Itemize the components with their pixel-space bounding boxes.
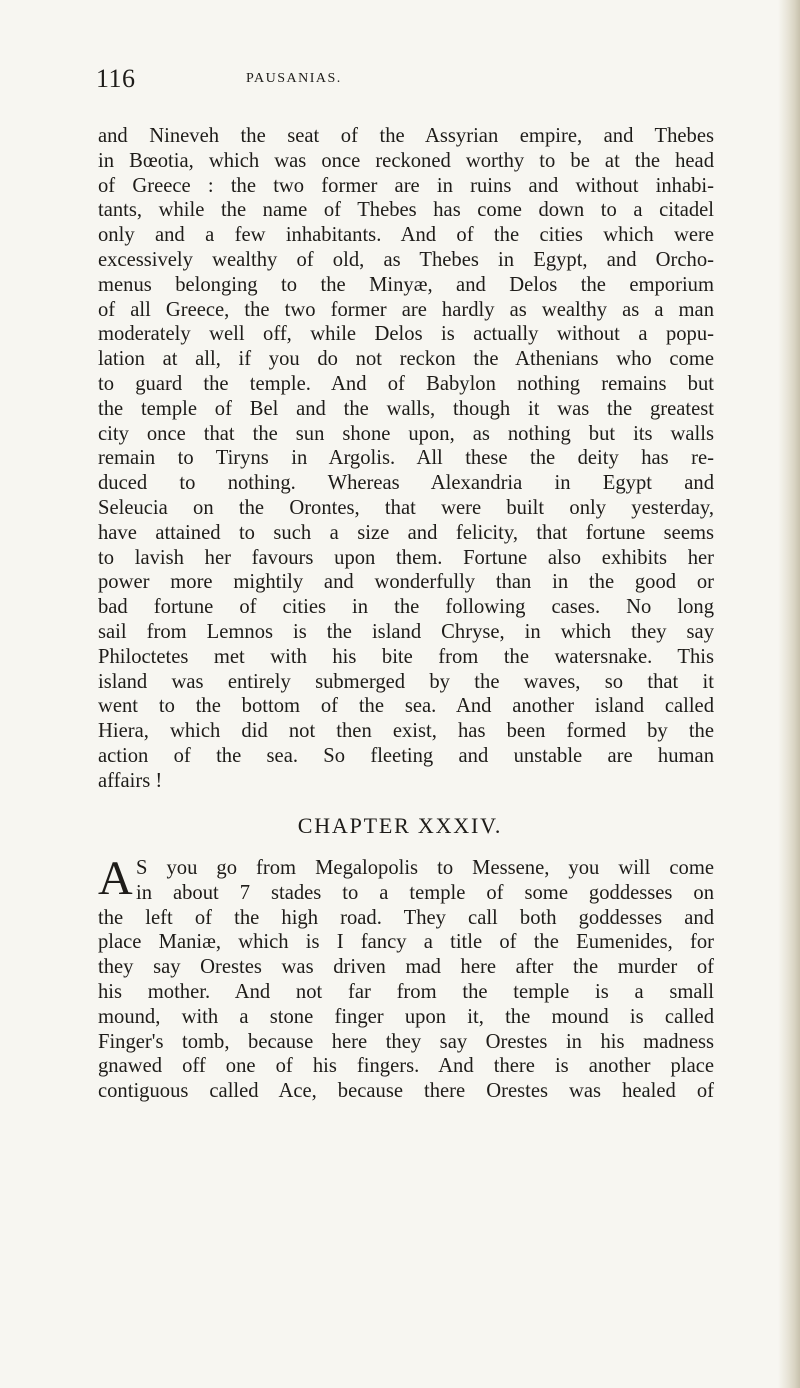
text-line: Philoctetes met with his bite from the watersnake. This	[98, 645, 714, 668]
text-line: contiguous called Ace, because there Orestes was healed of	[98, 1080, 714, 1103]
text-line: place Maniæ, which is I fancy a title of the Eumenides, for	[98, 931, 714, 954]
running-head: PAUSANIAS.	[246, 71, 342, 86]
text-line: sail from Lemnos is the island Chryse, in which they say	[98, 620, 714, 643]
text-line: the left of the high road. They call both goddesses and	[98, 906, 714, 929]
text-line: Finger's tomb, because here they say Orestes in his madness	[98, 1030, 714, 1053]
text-line: island was entirely submerged by the waves, so that it	[98, 670, 714, 693]
text-line: power more mightily and wonderfully than in the good or	[98, 571, 714, 594]
text-line: of Greece : the two former are in ruins and without inhabi-	[98, 174, 714, 197]
page-edge-shadow	[778, 0, 800, 1388]
text-line: only and a few inhabitants. And of the cities which were	[98, 224, 714, 247]
text-line: they say Orestes was driven mad here after the murder of	[98, 956, 714, 979]
text-line: action of the sea. So fleeting and unstable are human	[98, 744, 714, 767]
drop-cap: A	[98, 852, 133, 905]
drop-cap-block	[98, 852, 714, 906]
text-line: remain to Tiryns in Argolis. All these the deity has re-	[98, 447, 714, 470]
text-line: mound, with a stone finger upon it, the mound is called	[98, 1005, 714, 1028]
text-line: bad fortune of cities in the following cases. No long	[98, 596, 714, 619]
text-line: lation at all, if you do not reckon the Athenians who come	[98, 348, 714, 371]
text-line: in about 7 stades to a temple of some goddesses on	[136, 881, 714, 904]
text-line: moderately well off, while Delos is actually without a popu-	[98, 323, 714, 346]
text-line: affairs !	[98, 769, 163, 792]
text-line: S you go from Megalopolis to Messene, you will come	[136, 857, 714, 879]
chapter-title: CHAPTER XXXIV.	[297, 813, 503, 838]
text-line: the temple of Bel and the walls, though it was the greatest	[98, 397, 714, 420]
text-line: excessively wealthy of old, as Thebes in Egypt, and Orcho-	[98, 248, 714, 271]
paragraph-continued	[98, 124, 714, 794]
text-line: Seleucia on the Orontes, that were built only yesterday,	[98, 496, 714, 519]
chapter-paragraph	[98, 852, 714, 1104]
text-line: menus belonging to the Minyæ, and Delos the emporium	[98, 273, 714, 296]
text-line: to lavish her favours upon them. Fortune also exhibits her	[98, 546, 714, 569]
text-line: went to the bottom of the sea. And another island called	[98, 695, 714, 718]
text-line: city once that the sun shone upon, as nothing but its walls	[98, 422, 714, 445]
text-line: Hiera, which did not then exist, has been formed by the	[98, 720, 714, 743]
text-line: and Nineveh the seat of the Assyrian empire, and Thebes	[98, 125, 714, 147]
page-number: 116	[96, 64, 136, 93]
text-line: have attained to such a size and felicity, that fortune seems	[98, 521, 714, 544]
text-line: duced to nothing. Whereas Alexandria in Egypt and	[98, 472, 714, 495]
text-line: to guard the temple. And of Babylon nothing remains but	[98, 372, 714, 395]
text-line: his mother. And not far from the temple is a small	[98, 980, 714, 1003]
text-line: tants, while the name of Thebes has come down to a citadel	[98, 199, 714, 222]
page-header	[96, 64, 706, 100]
text-line: gnawed off one of his fingers. And there is another place	[98, 1055, 714, 1078]
text-line: of all Greece, the two former are hardly as wealthy as a man	[98, 298, 714, 321]
text-line: in Bœotia, which was once reckoned worthy to be at the head	[98, 149, 714, 172]
